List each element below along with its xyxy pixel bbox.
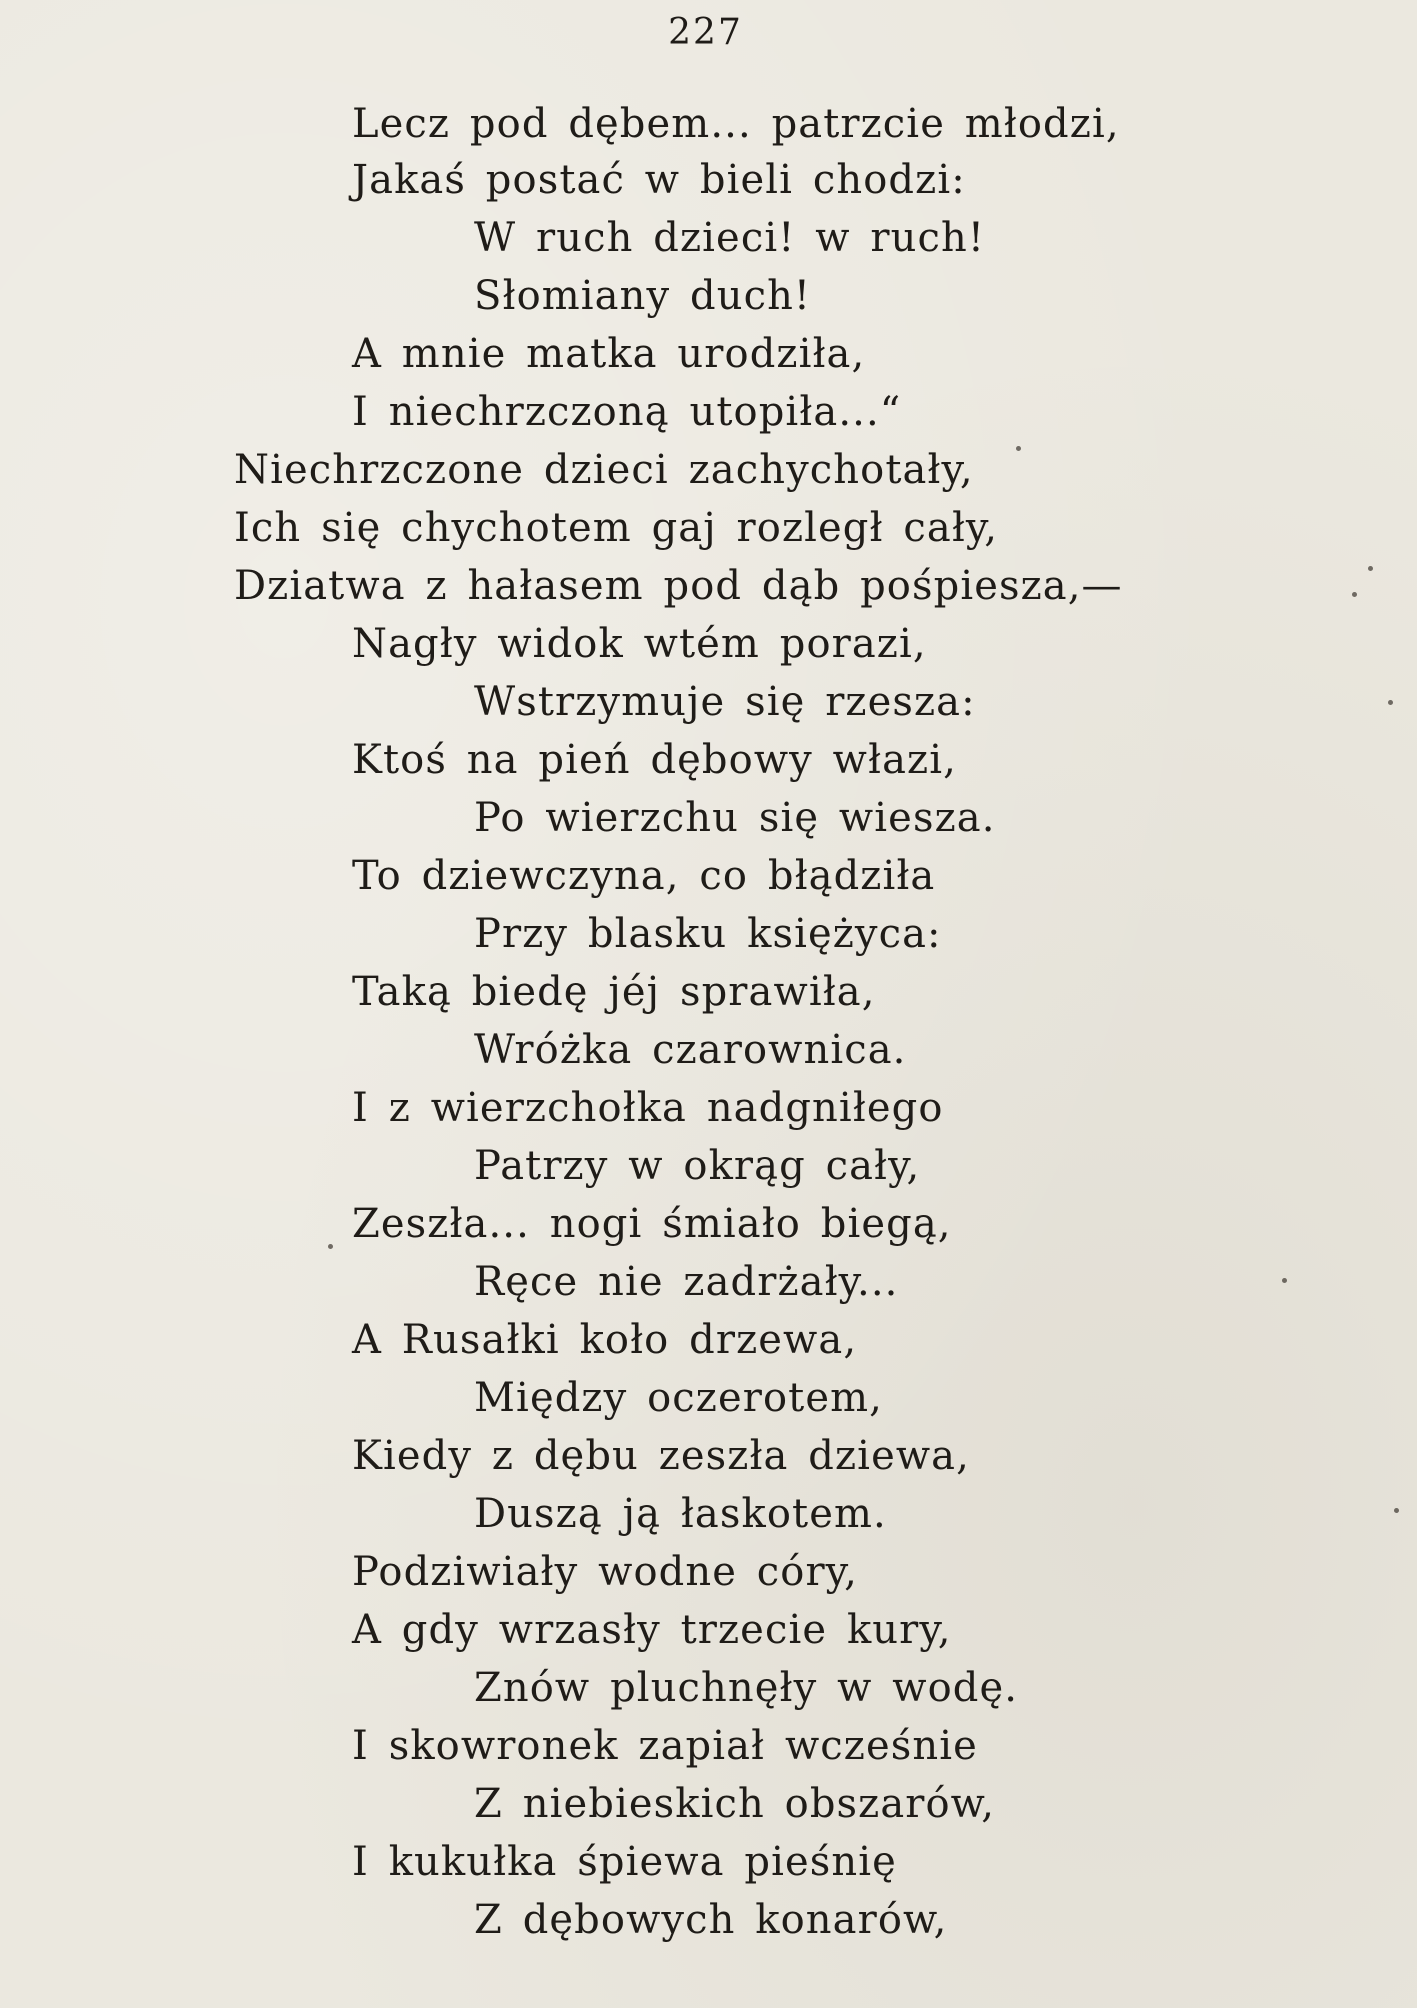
paper-speck: [1282, 1278, 1287, 1283]
paper-speck: [1394, 1508, 1399, 1513]
poem-line: Kiedy z dębu zeszła dziewa,: [352, 1433, 970, 1479]
poem-line: I z wierzchołka nadgniłego: [352, 1085, 944, 1131]
paper-speck: [1388, 700, 1393, 705]
poem-line: Ich się chychotem gaj rozległ cały,: [234, 505, 999, 551]
paper-speck: [1368, 566, 1373, 571]
poem-line: A gdy wrzasły trzecie kury,: [352, 1607, 952, 1653]
poem-line: To dziewczyna, co błądziła: [352, 853, 936, 899]
poem-line: I skowronek zapiał wcześnie: [352, 1723, 978, 1769]
paper-speck: [1352, 592, 1357, 597]
poem-line: Słomiany duch!: [474, 273, 812, 319]
poem-line: Niechrzczone dzieci zachychotały,: [234, 447, 974, 493]
poem-line: Podziwiały wodne córy,: [352, 1549, 858, 1595]
poem-line: Wstrzymuje się rzesza:: [474, 679, 976, 725]
poem-line: W ruch dzieci! w ruch!: [474, 215, 985, 261]
poem-line: Po wierzchu się wiesza.: [474, 795, 996, 841]
paper-speck: [1016, 446, 1021, 451]
poem-line: Wróżka czarownica.: [474, 1027, 907, 1073]
poem-line: Lecz pod dębem... patrzcie młodzi,: [352, 101, 1120, 147]
poem-line: I niechrzczoną utopiła...“: [352, 389, 902, 435]
poem-line: Patrzy w okrąg cały,: [474, 1143, 921, 1189]
poem-line: Z dębowych konarów,: [474, 1897, 948, 1943]
poem-line: Taką biedę jéj sprawiła,: [352, 969, 876, 1015]
poem-line: Przy blasku księżyca:: [474, 911, 942, 957]
poem-line: Między oczerotem,: [474, 1375, 883, 1421]
poem-line: Z niebieskich obszarów,: [474, 1781, 996, 1827]
poem-line: Znów pluchnęły w wodę.: [474, 1665, 1019, 1711]
poem-line: Duszą ją łaskotem.: [474, 1491, 887, 1537]
paper-speck: [328, 1244, 333, 1249]
page-number: 227: [668, 12, 743, 53]
poem-line: Nagły widok wtém porazi,: [352, 621, 927, 667]
poem-line: Zeszła... nogi śmiało biegą,: [352, 1201, 952, 1247]
poem-line: Ktoś na pień dębowy włazi,: [352, 737, 957, 783]
poem-line: A Rusałki koło drzewa,: [352, 1317, 858, 1363]
poem-line: A mnie matka urodziła,: [352, 331, 866, 377]
poem-line: Ręce nie zadrżały...: [474, 1259, 899, 1305]
poem-line: Dziatwa z hałasem pod dąb pośpiesza,—: [234, 563, 1123, 609]
poem-line: I kukułka śpiewa pieśnię: [352, 1839, 897, 1885]
poem-line: Jakaś postać w bieli chodzi:: [352, 157, 966, 203]
